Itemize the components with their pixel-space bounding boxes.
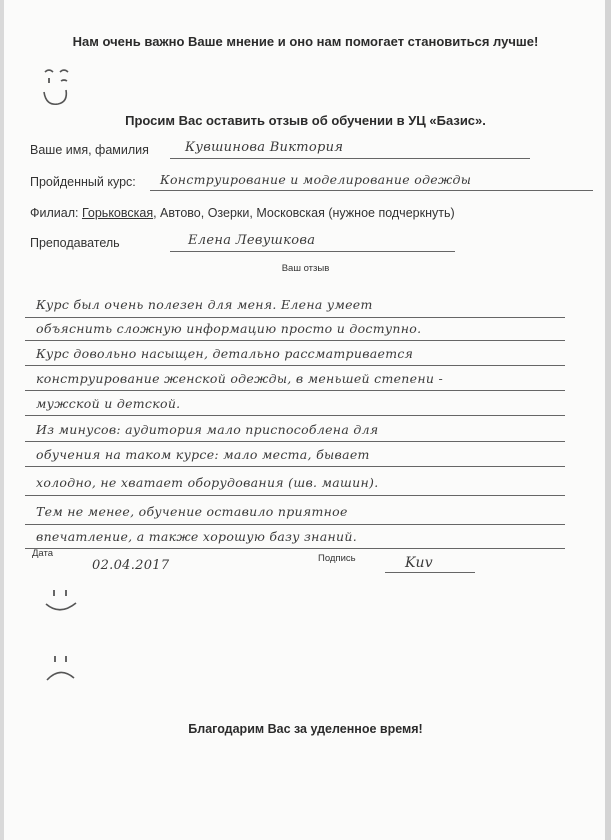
review-title: Ваш отзыв xyxy=(281,263,330,274)
name-value: Кувшинова Виктория xyxy=(185,140,344,155)
review-rule xyxy=(25,548,565,549)
branch-option-selected: Горьковская xyxy=(81,206,154,220)
teacher-underline xyxy=(170,251,455,252)
review-line: Курс довольно насыщен, детально рассматривается xyxy=(36,346,414,361)
signature-underline xyxy=(385,572,475,573)
sad-face-icon xyxy=(38,652,84,688)
teacher-value: Елена Левушкова xyxy=(188,233,316,248)
happy-face-icon xyxy=(38,586,84,618)
review-rule xyxy=(25,524,565,525)
course-value: Конструирование и моделирование одежды xyxy=(160,172,472,187)
course-label: Пройденный курс: xyxy=(30,175,136,189)
review-line: Из минусов: аудитория мало приспособлена для xyxy=(36,422,379,437)
review-line: Курс был очень полезен для меня. Елена умеет xyxy=(36,297,373,312)
review-line: холодно, не хватает оборудования (шв. машин). xyxy=(36,475,379,490)
branch-option: Озерки xyxy=(207,206,250,220)
branch-option: Московская xyxy=(256,206,325,220)
date-label: Дата xyxy=(32,548,54,559)
review-rule xyxy=(25,390,565,391)
winking-smiley-icon xyxy=(36,62,78,112)
review-rule xyxy=(25,415,565,416)
review-line: объяснить сложную информацию просто и доступно. xyxy=(36,321,422,336)
review-rule xyxy=(25,441,565,442)
date-value: 02.04.2017 xyxy=(92,558,170,573)
teacher-label: Преподаватель xyxy=(30,236,120,250)
signature: Kuv xyxy=(405,555,433,571)
course-underline xyxy=(150,190,593,191)
review-rule xyxy=(25,317,565,318)
branch-hint: (нужное подчеркнуть) xyxy=(328,206,455,220)
branch-label: Филиал: xyxy=(30,206,79,220)
review-rule xyxy=(25,466,565,467)
branch-option: Автово xyxy=(160,206,201,220)
review-line: обучения на таком курсе: мало места, бывает xyxy=(36,447,370,462)
name-label: Ваше имя, фамилия xyxy=(30,143,149,157)
review-rule xyxy=(25,495,565,496)
review-rule xyxy=(25,365,565,366)
signature-label: Подпись xyxy=(318,553,356,564)
review-line: конструирование женской одежды, в меньшей степени - xyxy=(36,371,444,386)
form-footer: Благодарим Вас за уделенное время! xyxy=(188,722,423,736)
form-header: Нам очень важно Ваше мнение и оно нам помогает становиться лучше! xyxy=(72,34,539,49)
review-rule xyxy=(25,340,565,341)
branch-row: Филиал: Горьковская, Автово, Озерки, Московская (нужное подчеркнуть) xyxy=(30,206,455,220)
form-subheader: Просим Вас оставить отзыв об обучении в УЦ «Базис». xyxy=(125,113,486,128)
name-underline xyxy=(170,158,530,159)
review-line: впечатление, а также хорошую базу знаний. xyxy=(36,529,357,544)
review-line: мужской и детской. xyxy=(36,396,181,411)
review-line: Тем не менее, обучение оставило приятное xyxy=(36,504,348,519)
